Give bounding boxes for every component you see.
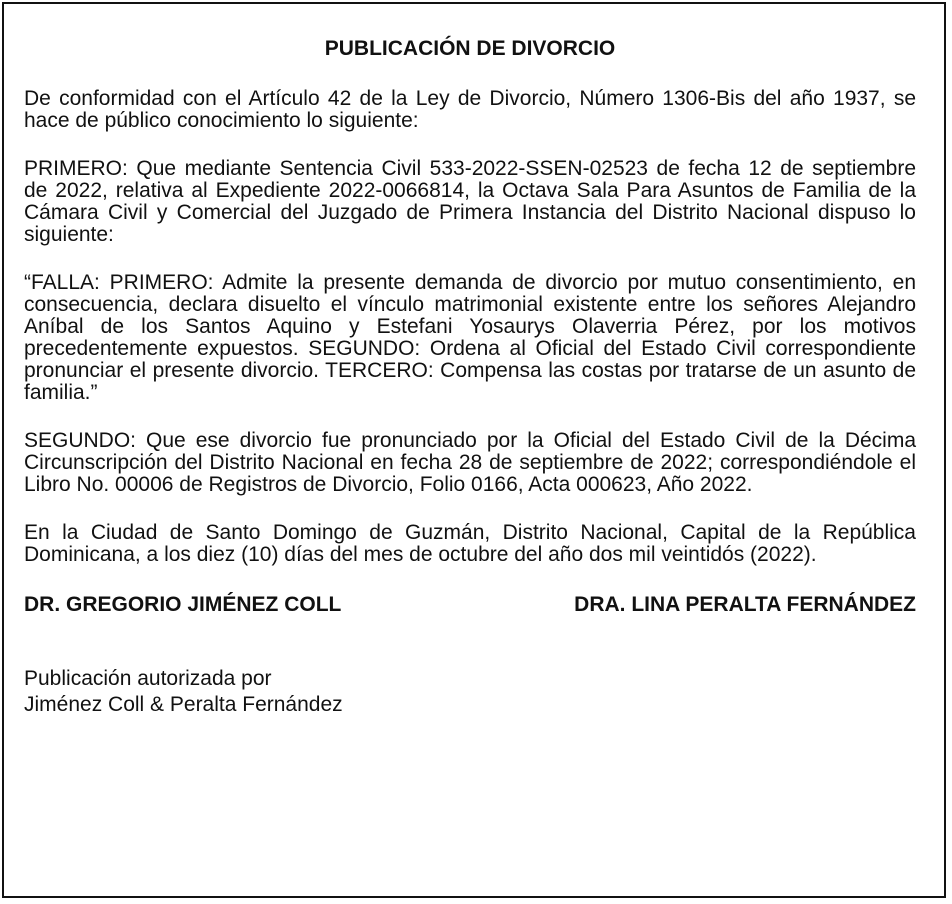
paragraph-place-date: En la Ciudad de Santo Domingo de Guzmán, Distrito Nacional, Capital de la República Dominicana, a los diez (10) días del mes de octubre del año dos mil veintidós (2022). xyxy=(24,521,916,566)
signature-right: DRA. LINA PERALTA FERNÁNDEZ xyxy=(574,593,916,616)
footer-line-1: Publicación autorizada por xyxy=(24,667,272,690)
signatures-row xyxy=(24,592,916,618)
paragraph-segundo: SEGUNDO: Que ese divorcio fue pronunciado por la Oficial del Estado Civil de la Décima Circunscripción del Distrito Nacional en fecha 28 de septiembre de 2022; correspondiéndole el Libro No. 00006 de Registros de Divorcio, Folio 0166, Acta 000623, Año 2022. xyxy=(24,429,916,496)
footer-line-2: Jiménez Coll & Peralta Fernández xyxy=(24,693,343,716)
publication-content xyxy=(24,36,916,718)
paragraph-intro: De conformidad con el Artículo 42 de la Ley de Divorcio, Número 1306-Bis del año 1937, se hace de público conocimiento lo siguiente: xyxy=(24,87,916,132)
paragraph-falla: “FALLA: PRIMERO: Admite la presente demanda de divorcio por mutuo consentimiento, en consecuencia, declara disuelto el vínculo matrimonial existente entre los señores Alejandro Aníbal de los Santos Aquino y Estefani Yosaurys Olaverria Pérez, por los motivos precedentemente expuestos. SEGUNDO: Ordena al Oficial del Estado Civil correspondiente pronunciar el presente divorcio. TERCERO: Compensa las costas por tratarse de un asunto de familia.” xyxy=(24,271,916,404)
authorization-footer xyxy=(24,666,916,718)
paragraph-primero: PRIMERO: Que mediante Sentencia Civil 533-2022-SSEN-02523 de fecha 12 de septiembre de 2022, relativa al Expediente 2022-0066814, la Octava Sala Para Asuntos de Familia de la Cámara Civil y Comercial del Juzgado de Primera Instancia del Distrito Nacional dispuso lo siguiente: xyxy=(24,157,916,246)
signature-left: DR. GREGORIO JIMÉNEZ COLL xyxy=(24,593,342,616)
document-title: PUBLICACIÓN DE DIVORCIO xyxy=(324,37,616,60)
